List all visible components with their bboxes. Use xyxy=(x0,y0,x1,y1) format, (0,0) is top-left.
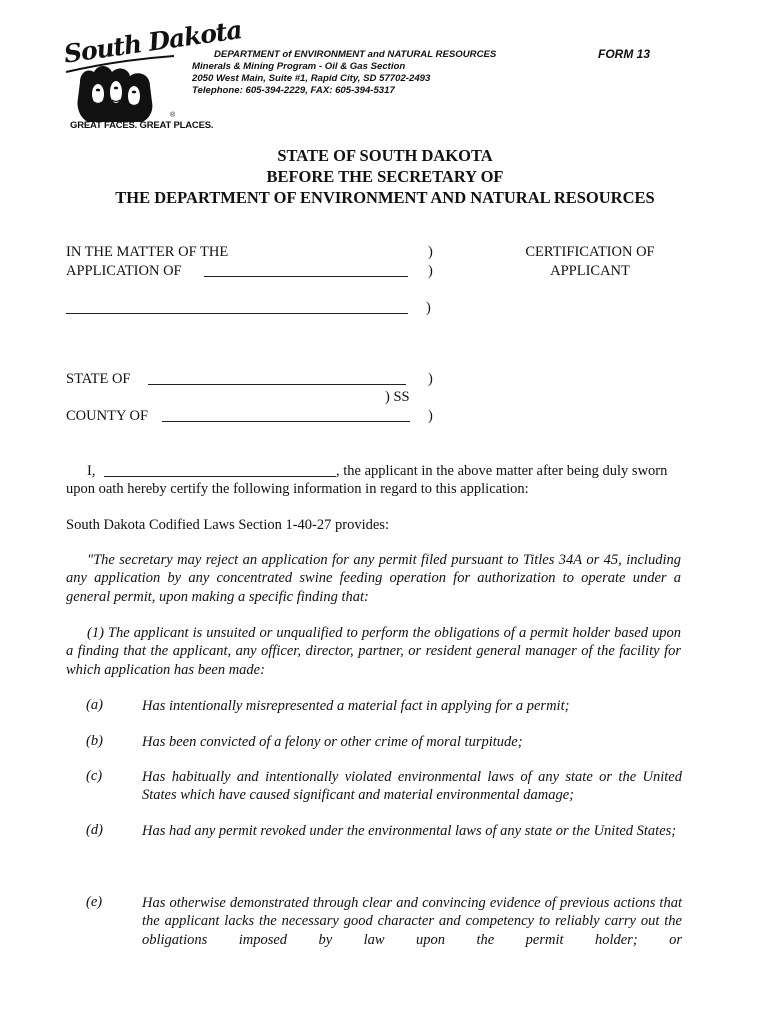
applicant-name-field[interactable] xyxy=(204,262,408,277)
item-e-label: (e) xyxy=(86,894,103,910)
item-a-label: (a) xyxy=(86,697,103,713)
item-e-text: Has otherwise demonstrated through clear and convincing evidence of previous actions that the applicant lacks the necessary good character and competency to reliably carry out the obligations imposed by law upon the permit holder; or xyxy=(142,895,682,948)
caption-paren-2: ) xyxy=(428,263,433,279)
caption-paren-4: ) xyxy=(428,371,433,387)
title-line-1: STATE OF SOUTH DAKOTA xyxy=(277,146,493,165)
header-dept: DEPARTMENT of ENVIRONMENT and NATURAL RESOURCES xyxy=(214,49,497,60)
caption-paren-3: ) xyxy=(426,300,431,316)
applicant-address-field[interactable] xyxy=(66,299,408,314)
matter-line-2: APPLICATION OF xyxy=(66,263,182,279)
caption-paren-1: ) xyxy=(428,244,433,260)
finding-1-paragraph: (1) The applicant is unsuited or unqualified to perform the obligations of a permit holder based upon a finding that the applicant, any officer, director, partner, or resident general manager of the facility for which application has been made: xyxy=(66,625,681,678)
quote-paragraph: "The secretary may reject an application for any permit filed pursuant to Titles 34A or 45, including any application by any concentrated swine feeding operation for authorization to operate under a general permit, upon making a specific finding that: xyxy=(66,552,681,605)
title-line-3: THE DEPARTMENT OF ENVIRONMENT AND NATURAL RESOURCES xyxy=(115,188,655,207)
matter-line-1: IN THE MATTER OF THE xyxy=(66,244,229,260)
state-label: STATE OF xyxy=(66,371,131,387)
law-intro: South Dakota Codified Laws Section 1-40-27 provides: xyxy=(66,517,389,533)
item-b-label: (b) xyxy=(86,733,103,749)
cert-line-2: APPLICANT xyxy=(550,263,630,279)
header-phone: Telephone: 605-394-2229, FAX: 605-394-5317 xyxy=(192,85,395,96)
cert-line-1: CERTIFICATION OF xyxy=(525,244,655,260)
logo-tagline: GREAT FACES. GREAT PLACES. xyxy=(70,120,214,131)
affiant-name-field[interactable] xyxy=(104,462,336,477)
item-a-text: Has intentionally misrepresented a material fact in applying for a permit; xyxy=(142,698,570,714)
header-address: 2050 West Main, Suite #1, Rapid City, SD 57702-2493 xyxy=(192,73,431,84)
form-number: FORM 13 xyxy=(598,47,651,61)
county-field[interactable] xyxy=(162,407,410,422)
item-b-text: Has been convicted of a felony or other crime of moral turpitude; xyxy=(142,734,523,750)
registered-mark: ® xyxy=(170,112,176,119)
item-c-text: Has habitually and intentionally violated environmental laws of any state or the United States which have caused significant and material environmental damage; xyxy=(142,769,682,804)
item-c-label: (c) xyxy=(86,768,103,784)
ss-mark: ) SS xyxy=(385,389,410,405)
oath-rest: , the applicant in the above matter after being duly sworn xyxy=(336,463,668,479)
state-field[interactable] xyxy=(148,370,406,385)
caption-paren-5: ) xyxy=(428,408,433,424)
logo-script-text: South Dakota xyxy=(62,15,244,69)
title-line-2: BEFORE THE SECRETARY OF xyxy=(266,167,504,186)
item-d-text: Has had any permit revoked under the environmental laws of any state or the United States; xyxy=(142,823,677,839)
header-program: Minerals & Mining Program - Oil & Gas Section xyxy=(192,61,406,72)
county-label: COUNTY OF xyxy=(66,408,149,424)
oath-prefix: I, xyxy=(87,463,96,479)
item-d-label: (d) xyxy=(86,822,103,838)
oath-line-2: upon oath hereby certify the following information in regard to this application: xyxy=(66,481,529,497)
